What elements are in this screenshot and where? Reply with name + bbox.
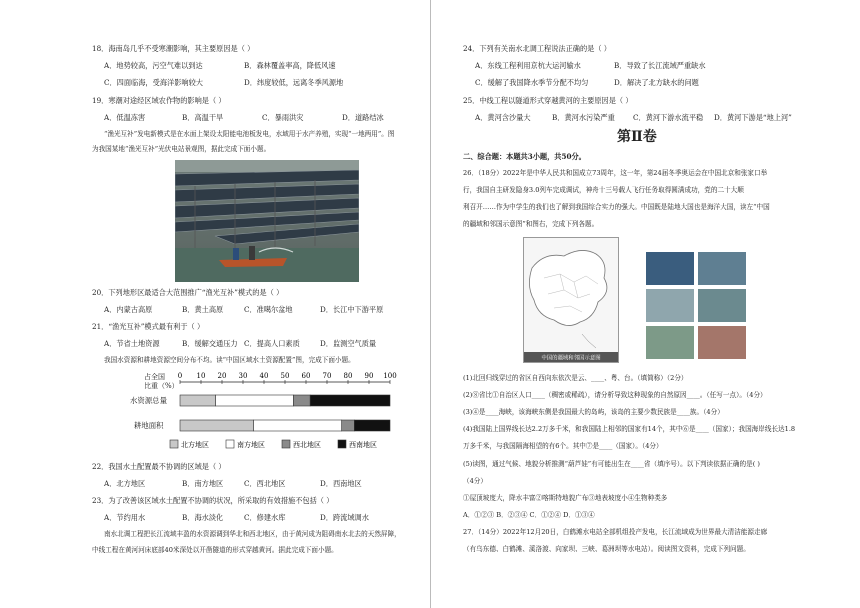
q23-option-a[interactable]: A．节约用水 <box>104 513 146 522</box>
q18-option-a[interactable]: A．地势较高，污空气难以到达 <box>104 61 203 70</box>
x-tick-label: 0 <box>177 372 183 380</box>
q18-option-b[interactable]: B．森林覆盖率高，降低风速 <box>244 61 336 70</box>
q22-stem: 22．我国水土配置最不协调的区域是（ ） <box>92 462 226 471</box>
x-tick-label: 100 <box>383 372 397 380</box>
q20-option-b[interactable]: B．黄土高原 <box>182 305 224 314</box>
legend-swatch <box>282 440 290 448</box>
q19-option-a[interactable]: A．低温冻害 <box>104 113 146 122</box>
intro-water-diversion-1: 南水北调工程把长江流域丰盈的水资源调到华北和西北地区，由于黄河成为阻碍南水北去的天然屏障， <box>104 530 401 538</box>
q21-option-b[interactable]: B．缓解交通压力 <box>182 339 238 348</box>
q24-option-d[interactable]: D．解决了北方缺水的问题 <box>614 78 699 87</box>
x-tick-label: 30 <box>238 372 248 380</box>
q22-option-c[interactable]: C．西北地区 <box>244 479 286 488</box>
q26-sub-5-line-1: (5)读图，通过气候、地貌分析推测“葫芦娃”有可能出生在____省（填序号）。以下判读依据正确的是( ) <box>463 460 760 468</box>
q26-sub-4-line-1: (4)我国陆上国界线长达2.2万多千米，和我国陆上相邻的国家有14个，其中⑥是____（国家）；我国海岸线长达1.8 <box>463 425 796 433</box>
q19-option-d[interactable]: D．道路结冰 <box>342 113 384 122</box>
q21-option-c[interactable]: C．提高人口素质 <box>244 339 300 348</box>
intro-fishing-solar-1: “渔光互补”发电新模式是在水面上架设太阳能电池板发电，水域用于水产养殖，实现“一地两用”。图 <box>104 130 395 138</box>
bar-segment-land-3 <box>354 420 390 431</box>
section-heading: 二、综合题：本题共3小题，共50分。 <box>463 152 586 161</box>
cartoon-picture-grid <box>646 252 746 360</box>
cartoon-picture-5 <box>646 326 694 359</box>
legend-label: 北方地区 <box>181 441 209 449</box>
q26-line-3: 利召开……作为中学生的我们也了解到我国综合实力的强大。中国既是陆地大国也是海洋大国，读左“中国 <box>463 203 770 211</box>
intro-fishing-solar-2: 为我国某地“渔光互补”光伏电站景观图，据此完成下面小题。 <box>92 145 271 153</box>
q21-option-d[interactable]: D．监测空气质量 <box>320 339 377 348</box>
q24-stem: 24．下列有关南水北调工程说法正确的是（ ） <box>463 44 611 53</box>
solar-farm-photo <box>175 160 359 282</box>
q26-sub-5-options[interactable]: A．①②③ B．②③④ C．①②④ D．①③④ <box>463 511 595 519</box>
q26-sub-1: (1)北回归线穿过的省区自西向东依次是云、____、粤、台。（填简称）（2分） <box>463 374 688 382</box>
q19-stem: 19．寒潮对途经区域农作物的影响是（ ） <box>92 96 226 105</box>
q25-stem: 25．中线工程以隧道形式穿越黄河的主要原因是（ ） <box>463 96 633 105</box>
q23-option-b[interactable]: B．海水淡化 <box>182 513 224 522</box>
q26-sub-3: (3)④是____海峡，该海峡东侧是我国最大的岛屿，该岛的主要少数民族是____族。（4分） <box>463 408 724 416</box>
q27-line-1: 27．（14分）2022年12月20日，白鹤滩水电站全部机组投产发电，长江流域成为世界最大清洁能源走廊 <box>463 528 768 536</box>
row-label-water: 水资源总量 <box>130 396 167 405</box>
q25-option-b[interactable]: B．黄河水污染严重 <box>552 113 615 122</box>
x-tick-label: 60 <box>301 372 311 380</box>
axis-title-2: 比重（%） <box>144 382 179 390</box>
x-tick-label: 10 <box>196 372 206 380</box>
x-tick-label: 40 <box>259 372 269 380</box>
cartoon-picture-2 <box>698 252 746 285</box>
x-tick-label: 90 <box>364 372 374 380</box>
intro-water-diversion-2: 中线工程在黄河河床底部40米深处以开凿隧道的形式穿越黄河。据此完成下面小题。 <box>92 546 338 554</box>
q18-option-d[interactable]: D．纬度较低，远离冬季风源地 <box>244 78 344 87</box>
x-tick-label: 80 <box>343 372 353 380</box>
china-territory-map <box>523 237 619 363</box>
q25-option-d[interactable]: D．黄河下游是“地上河” <box>714 113 792 122</box>
cartoon-picture-3 <box>646 289 694 322</box>
q21-stem: 21．“渔光互补”模式最有利于（ ） <box>92 322 205 331</box>
bar-segment-land-0 <box>180 420 254 431</box>
bar-segment-water-1 <box>216 395 294 406</box>
water-land-chart <box>130 368 400 458</box>
q26-sub-2: (2)⑧省比①自治区人口____（稠密或稀疏），请分析导致这种现象的自然原因____。（任写一点）。（4分） <box>463 391 767 399</box>
q27-line-2: （有乌东德、白鹤滩、溪洛渡、向家坝、三峡、葛洲坝等水电站）。阅读图文资料，完成下列问题。 <box>463 545 750 553</box>
q20-option-c[interactable]: C．准噶尔盆地 <box>244 305 293 314</box>
row-label-land: 耕地面积 <box>134 421 164 430</box>
x-tick-label: 50 <box>280 372 290 380</box>
q18-option-c[interactable]: C．四面临海，受海洋影响较大 <box>104 78 203 87</box>
q23-option-d[interactable]: D．跨流域调水 <box>320 513 369 522</box>
q22-option-a[interactable]: A．北方地区 <box>104 479 146 488</box>
q22-option-d[interactable]: D．西南地区 <box>320 479 362 488</box>
legend-label: 西北地区 <box>293 441 321 449</box>
legend-label: 西南地区 <box>349 441 377 449</box>
q20-option-a[interactable]: A．内蒙古高原 <box>104 305 153 314</box>
legend-swatch <box>170 440 178 448</box>
q24-option-c[interactable]: C．缓解了我国降水季节分配不均匀 <box>475 78 589 87</box>
q26-sub-4-line-2: 万多千米，与我国隔海相望的有6个。其中⑦是____（国家）。（4分） <box>463 442 663 450</box>
bar-segment-water-2 <box>293 395 310 406</box>
bar-segment-water-3 <box>310 395 390 406</box>
q26-line-2: 行，我国自主研发隐身3.0列车完成调试，神舟十三号载人飞行任务取得圆满成功，党的二十大顺 <box>463 186 744 194</box>
q20-option-d[interactable]: D．长江中下游平原 <box>320 305 384 314</box>
axis-title-1: 占全国 <box>144 373 165 381</box>
q24-option-b[interactable]: B．导致了长江流域严重缺水 <box>614 61 706 70</box>
legend-swatch <box>338 440 346 448</box>
q25-option-c[interactable]: C．黄河下游水流平稳 <box>633 113 704 122</box>
q26-line-4: 的疆域和邻国示意图”和图右，完成下列各题。 <box>463 220 599 228</box>
map-caption: 中国的疆域和邻国示意图 <box>541 355 601 362</box>
bar-segment-land-2 <box>342 420 355 431</box>
bar-segment-water-0 <box>180 395 216 406</box>
q23-stem: 23．为了改善该区域水土配置不协调的状况，所采取的有效措施不包括（ ） <box>92 496 334 505</box>
cartoon-picture-4 <box>698 289 746 322</box>
q21-option-a[interactable]: A．节省土地资源 <box>104 339 160 348</box>
q22-option-b[interactable]: B．南方地区 <box>182 479 224 488</box>
q19-option-b[interactable]: B．高温干旱 <box>182 113 224 122</box>
volume-2-title: 第Ⅱ卷 <box>617 129 657 145</box>
q23-option-c[interactable]: C．修建水库 <box>244 513 286 522</box>
bar-segment-land-1 <box>254 420 342 431</box>
q24-option-a[interactable]: A．东线工程利用京杭大运河输水 <box>475 61 581 70</box>
intro-water-land: 我国水资源和耕地资源空间分布不均。读“中国区域水土资源配置”图，完成下面小题。 <box>104 356 355 364</box>
q26-sub-5-basis: ①屋顶坡度大，降水丰富②喀斯特地貌广布③地表坡度小④生物种类多 <box>463 494 668 502</box>
q26-sub-5-line-2: （4分） <box>463 477 487 485</box>
q25-option-a[interactable]: A．黄河含沙量大 <box>475 113 531 122</box>
legend-label: 南方地区 <box>237 441 265 449</box>
cartoon-picture-6 <box>698 326 746 359</box>
legend-swatch <box>226 440 234 448</box>
q18-stem: 18．海南岛几乎不受寒潮影响，其主要原因是（ ） <box>92 44 255 53</box>
q26-line-1: 26．（18分）2022年是中华人民共和国成立73周年，这一年，第24届冬季奥运会在中国北京和张家口举 <box>463 169 768 177</box>
cartoon-picture-1 <box>646 252 694 285</box>
q20-stem: 20．下列地形区最适合大范围推广“渔光互补”模式的是（ ） <box>92 288 284 297</box>
x-tick-label: 20 <box>217 372 227 380</box>
q19-option-c[interactable]: C．暴雨洪灾 <box>262 113 304 122</box>
x-tick-label: 70 <box>322 372 332 380</box>
